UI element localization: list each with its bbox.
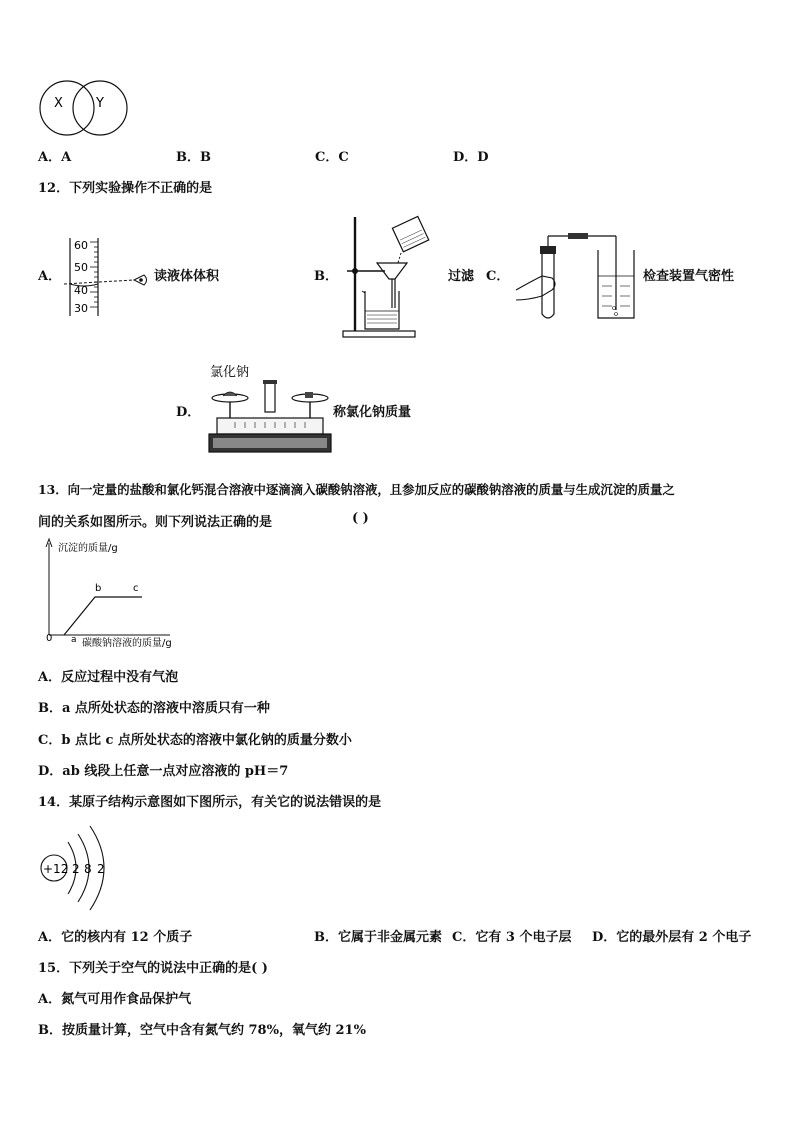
shell-1-electrons: 2	[72, 862, 80, 876]
tick-40: 40	[74, 284, 88, 297]
q15-option-b[interactable]: B．按质量计算，空气中含有氮气约 78%，氧气约 21%	[38, 1023, 366, 1038]
q11-option-b[interactable]: B．B	[176, 150, 211, 165]
q14-stem: 14．某原子结构示意图如下图所示，有关它的说法错误的是	[38, 795, 382, 810]
q13-option-d[interactable]: D．ab 线段上任意一点对应溶液的 pH＝7	[38, 764, 289, 779]
point-a: a	[71, 635, 77, 645]
q12-option-a-caption: 读液体体积	[154, 269, 220, 284]
q12-option-b-caption: 过滤	[448, 269, 475, 284]
q13-option-a[interactable]: A．反应过程中没有气泡	[38, 670, 179, 685]
sodium-chloride-label: 氯化钠	[210, 365, 250, 380]
q13-stem-line1: 13．向一定量的盐酸和氯化钙混合溶液中逐滴滴入碳酸钠溶液，且参加反应的碳酸钠溶液的质量与生成沉淀的质量之	[38, 482, 675, 497]
q14-option-a[interactable]: A．它的核内有 12 个质子	[38, 930, 193, 945]
venn-label-y: Y	[96, 96, 104, 111]
q11-option-d[interactable]: D．D	[453, 150, 489, 165]
q12-option-c-letter[interactable]: C．	[486, 269, 510, 284]
tick-60: 60	[74, 239, 88, 252]
atom-structure-diagram	[38, 820, 138, 910]
q14-option-c[interactable]: C．它有 3 个电子层	[452, 930, 572, 945]
graph-ylabel: 沉淀的质量/g	[58, 543, 118, 554]
q12-option-a-letter[interactable]: A．	[38, 269, 62, 284]
q14-option-d[interactable]: D．它的最外层有 2 个电子	[592, 930, 752, 945]
airtightness-figure	[512, 226, 642, 326]
q15-stem: 15．下列关于空气的说法中正确的是( )	[38, 961, 268, 976]
q13-option-b[interactable]: B．a 点所处状态的溶液中溶质只有一种	[38, 701, 270, 716]
q12-option-b-letter[interactable]: B．	[314, 269, 338, 284]
q12-option-d-caption: 称氯化钠质量	[333, 405, 412, 420]
tick-50: 50	[74, 261, 88, 274]
q15-option-a[interactable]: A．氮气可用作食品保护气	[38, 992, 192, 1007]
graph-origin: 0	[46, 633, 53, 644]
hand-icon	[516, 276, 555, 300]
q11-option-a[interactable]: A．A	[38, 150, 72, 165]
q12-option-c-caption: 检查装置气密性	[643, 269, 735, 284]
venn-label-x: X	[54, 96, 63, 111]
q11-option-c[interactable]: C．C	[315, 150, 349, 165]
point-c: c	[133, 583, 139, 594]
shell-3-electrons: 2	[97, 862, 105, 876]
filtration-figure	[343, 213, 443, 338]
tick-30: 30	[74, 302, 88, 315]
nucleus-charge: +12	[43, 862, 69, 876]
q14-option-b[interactable]: B．它属于非金属元素	[314, 930, 442, 945]
q13-option-c[interactable]: C．b 点比 c 点所处状态的溶液中氯化钠的质量分数小	[38, 733, 352, 748]
precipitate-graph	[40, 535, 210, 655]
venn-circle-x	[40, 81, 94, 135]
shell-2-electrons: 8	[84, 862, 92, 876]
q13-answer-paren: ( )	[352, 511, 369, 526]
graph-xlabel: 碳酸钠溶液的质量/g	[82, 638, 172, 649]
q13-stem-line2: 间的关系如图所示。则下列说法正确的是	[38, 515, 273, 530]
venn-diagram	[38, 80, 138, 140]
point-b: b	[95, 583, 102, 594]
eye-icon	[134, 275, 147, 285]
balance-figure	[205, 358, 335, 458]
q12-stem: 12．下列实验操作不正确的是	[38, 181, 213, 196]
q12-option-d-letter[interactable]: D．	[176, 405, 201, 420]
precipitate-curve	[64, 597, 142, 635]
graduated-cylinder-figure	[64, 238, 154, 318]
